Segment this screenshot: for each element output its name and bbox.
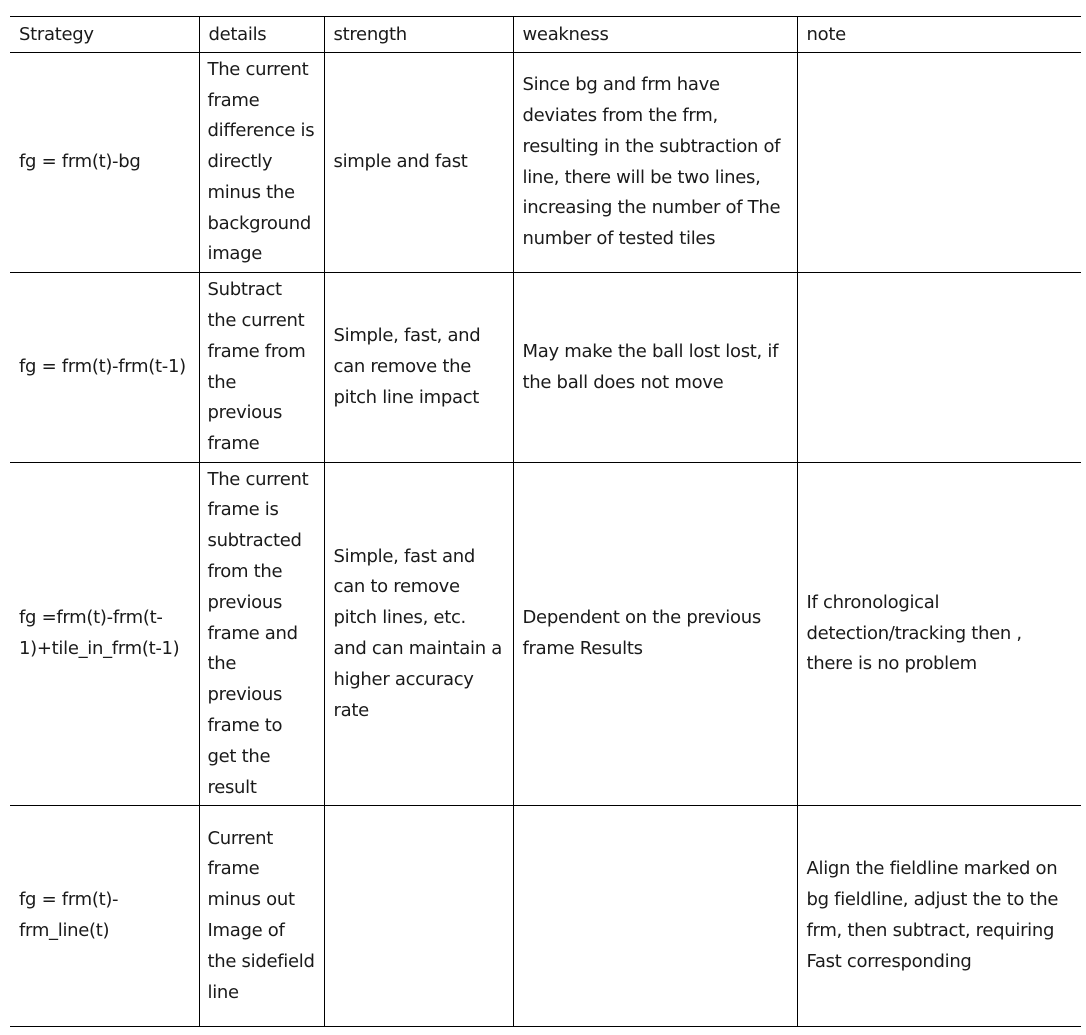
cell-note: If chronological detection/tracking then , there is no problem [797,463,1081,806]
cell-details: Current frame minus out Image of the sidefield line [199,806,324,1027]
cell-strategy: fg = frm(t)-frm(t-1) [10,273,199,463]
cell-weakness: May make the ball lost lost, if the ball does not move [513,273,797,463]
cell-strength: Simple, fast and can to remove pitch lines, etc. and can maintain a higher accuracy rate [324,463,513,806]
cell-note [797,53,1081,273]
cell-strategy: fg =frm(t)-frm(t-1)+tile_in_frm(t-1) [10,463,199,806]
cell-weakness: Since bg and frm have deviates from the frm, resulting in the subtraction of line, there will be two lines, increasing the number of The number of tested tiles [513,53,797,273]
cell-strategy: fg = frm(t)-frm_line(t) [10,806,199,1027]
header-details: details [199,17,324,53]
cell-strength: simple and fast [324,53,513,273]
cell-weakness [513,806,797,1027]
strategy-comparison-table [10,16,1081,1027]
header-weakness: weakness [513,17,797,53]
cell-details: The current frame difference is directly minus the background image [199,53,324,273]
header-strength: strength [324,17,513,53]
cell-note: Align the fieldline marked on bg fieldline, adjust the to the frm, then subtract, requiring Fast corresponding [797,806,1081,1027]
table-row [10,806,1081,1027]
cell-weakness: Dependent on the previous frame Results [513,463,797,806]
cell-strength: Simple, fast, and can remove the pitch line impact [324,273,513,463]
table-row [10,53,1081,273]
table-row [10,273,1081,463]
cell-note [797,273,1081,463]
cell-strategy: fg = frm(t)-bg [10,53,199,273]
cell-strength [324,806,513,1027]
cell-details: The current frame is subtracted from the previous frame and the previous frame to get the result [199,463,324,806]
table-row [10,463,1081,806]
header-strategy: Strategy [10,17,199,53]
table-header-row [10,17,1081,53]
cell-details: Subtract the current frame from the previous frame [199,273,324,463]
header-note: note [797,17,1081,53]
